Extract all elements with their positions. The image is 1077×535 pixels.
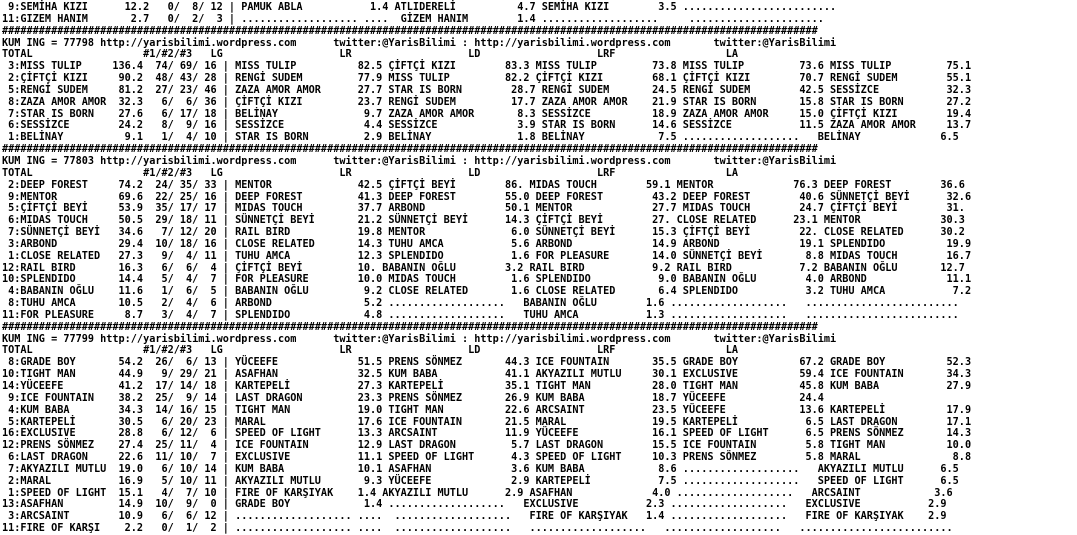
report-line: 1:CLOSE RELATED 27.3 9/ 4/ 11 | TUHU AMCA 12.3 SPLENDIDO 1.6 FOR PLEASURE 14.0 SÜNNETÇİ BEYİ 8.8 MIDAS TOUCH 16.7 — [2, 250, 972, 262]
report-line: 8:GRADE BOY 54.2 26/ 6/ 13 | YÜCEEFE 51.5 PRENS SÖNMEZ 44.3 ICE FOUNTAIN 35.5 GRADE BOY 67.2 GRADE BOY 52.3 — [2, 357, 972, 369]
report-line: 7:AKYAZILI MUTLU 19.0 6/ 10/ 14 | KUM BABA 10.1 ASAFHAN 3.6 KUM BABA 8.6 ................... AKYAZILI MUTLU 6.5 — [2, 463, 959, 475]
separator-line: ##################################################################################################################################### — [2, 144, 818, 156]
separator-line: ##################################################################################################################################### — [2, 321, 818, 333]
report-line: 2:DEEP FOREST 74.2 24/ 35/ 33 | MENTOR 42.5 ÇİFTÇİ BEYİ 86. MIDAS TOUCH 59.1 MENTOR 76.3 DEEP FOREST 36.6 — [2, 179, 965, 191]
report-line: TOTAL #1/#2/#3 LG LR LD LRF LA — [2, 167, 739, 179]
report-line: 2:MARAL 16.9 5/ 10/ 11 | AKYAZILI MUTLU 9.3 YÜCEEFE 2.9 KARTEPELİ 7.5 ................... SPEED OF LIGHT 6.5 — [2, 475, 959, 487]
report-line: 6:LAST DRAGON 22.6 11/ 10/ 7 | EXCLUSIVE 11.1 SPEED OF LIGHT 4.3 SPEED OF LIGHT 10.3 PRENS SÖNMEZ 5.8 MARAL 8.8 — [2, 452, 972, 464]
report-line: 10:TIGHT MAN 44.9 9/ 29/ 21 | ASAFHAN 32.5 KUM BABA 41.1 AKYAZILI MUTLU 30.1 EXCLUSIVE 59.4 ICE FOUNTAIN 34.3 — [2, 369, 972, 381]
report-line: KUM ING = 77803 http://yarisbilimi.wordpress.com twitter:@YarisBilimi : http://yarisbilimi.wordpress.com twitter:@YarisBilimi — [2, 155, 837, 167]
report-line: 5:RENGİ SUDEM 81.2 27/ 23/ 46 | ZAZA AMOR AMOR 27.7 STAR IS BORN 28.7 RENGİ SUDEM 24.5 RENGİ SUDEM 42.5 SESSİZCE 32.3 — [2, 84, 972, 96]
report-line: 1:SPEED OF LIGHT 15.1 4/ 7/ 10 | FIRE OF KARŞIYAK 1.4 AKYAZILI MUTLU 2.9 ASAFHAN 4.0 ................... ARCSAINT 3.6 — [2, 487, 953, 499]
report-line: 10:SPLENDIDO 14.4 5/ 4/ 7 | FOR PLEASURE 10.0 MIDAS TOUCH 1.6 SPLENDIDO 9.0 BABANIN OĞLU 4.0 ARBOND 11.1 — [2, 274, 972, 286]
report-line: TOTAL #1/#2/#3 LG LR LD LRF LA — [2, 49, 739, 61]
report-line: 3:ARCSAINT 10.9 6/ 6/ 12 | ................... .... ................... FIRE OF KARŞIYAK 1.4 ................... FIRE OF KARŞIYAK 2.9 — [2, 511, 947, 523]
report-line: 9:ICE FOUNTAIN 38.2 25/ 9/ 14 | LAST DRAGON 23.3 PRENS SÖNMEZ 26.9 KUM BABA 18.7 YÜCEEFE 24.4 — [2, 392, 824, 404]
report-line: 8:TUHU AMCA 10.5 2/ 4/ 6 | ARBOND 5.2 ................... BABANIN OĞLU 1.6 ................... ......................... — [2, 298, 959, 310]
report-line: 5:KARTEPELİ 30.5 6/ 20/ 23 | MARAL 17.6 ICE FOUNTAIN 21.5 MARAL 19.5 KARTEPELİ 6.5 LAST DRAGON 17.1 — [2, 416, 972, 428]
report-line: 2:ÇİFTÇİ KIZI 90.2 48/ 43/ 28 | RENGİ SUDEM 77.9 MISS TULIP 82.2 ÇİFTÇİ KIZI 68.1 ÇİFTÇİ KIZI 70.7 RENGİ SUDEM 55.1 — [2, 73, 972, 85]
report-line: 9:MENTOR 69.6 22/ 25/ 16 | DEEP FOREST 41.3 DEEP FOREST 55.0 DEEP FOREST 43.2 DEEP FOREST 40.6 SÜNNETÇİ BEYİ 32.6 — [2, 191, 972, 203]
report-line: 11:FIRE OF KARŞI 2.2 0/ 1/ 2 | ................... .... ................... ................... ................... ......................... — [2, 523, 953, 535]
report-line: 4:BABANIN OĞLU 11.6 1/ 6/ 5 | BABANIN OĞLU 9.2 CLOSE RELATED 1.6 CLOSE RELATED 6.4 SPLENDIDO 3.2 TUHU AMCA 7.2 — [2, 286, 972, 298]
report-line: 7:SÜNNETÇİ BEYİ 34.6 7/ 12/ 20 | RAIL BIRD 19.8 MENTOR 6.0 SÜNNETÇİ BEYİ 15.3 ÇİFTÇİ BEYİ 22. CLOSE RELATED 30.2 — [2, 227, 965, 239]
report-line: 4:KUM BABA 34.3 14/ 16/ 15 | TIGHT MAN 19.0 TIGHT MAN 22.6 ARCSAINT 23.5 YÜCEEFE 13.6 KARTEPELİ 17.9 — [2, 404, 972, 416]
report-line: 6:MIDAS TOUCH 50.5 29/ 18/ 11 | SÜNNETÇİ BEYİ 21.2 SÜNNETÇİ BEYİ 14.3 ÇİFTÇİ BEYİ 27. CLOSE RELATED 23.1 MENTOR 30.3 — [2, 215, 965, 227]
report-line: 12:RAIL BIRD 16.3 6/ 6/ 4 | ÇİFTÇİ BEYİ 10. BABANIN OĞLU 3.2 RAIL BIRD 9.2 RAIL BIRD 7.2 BABANIN OĞLU 12.7 — [2, 262, 965, 274]
report-line: 11:FOR PLEASURE 8.7 3/ 4/ 7 | SPLENDIDO 4.8 ................... TUHU AMCA 1.3 ................... ......................... — [2, 309, 959, 321]
report-line: 3:MISS TULIP 136.4 74/ 69/ 16 | MISS TULIP 82.5 ÇİFTÇİ KIZI 83.3 MISS TULIP 73.8 MISS TULIP 73.6 MISS TULIP 75.1 — [2, 61, 972, 73]
report-line: 12:PRENS SÖNMEZ 27.4 25/ 11/ 4 | ICE FOUNTAIN 12.9 LAST DRAGON 5.7 LAST DRAGON 15.5 ICE FOUNTAIN 5.8 TIGHT MAN 10.0 — [2, 440, 972, 452]
report-line: 16:EXCLUSIVE 28.8 6/ 12/ 6 | SPEED OF LIGHT 13.3 ARCSAINT 11.9 YÜCEEFE 16.1 SPEED OF LIGHT 6.5 PRENS SÖNMEZ 14.3 — [2, 428, 972, 440]
report-line: 13:ASAFHAN 14.9 10/ 9/ 0 | GRADE BOY 1.4 ................... EXCLUSIVE 2.3 ................... EXCLUSIVE 2.9 — [2, 499, 947, 511]
report-line: TOTAL #1/#2/#3 LG LR LD LRF LA — [2, 345, 739, 357]
report-line: 7:STAR IS BORN 27.6 6/ 17/ 18 | BELİNAY 9.7 ZAZA AMOR AMOR 8.3 SESSİZCE 18.9 ZAZA AMOR AMOR 15.0 ÇİFTÇİ KIZI 19.4 — [2, 108, 972, 120]
report-line: 1:BELİNAY 9.1 1/ 4/ 10 | STAR IS BORN 2.9 BELİNAY 1.8 BELİNAY 7.5 ................... BELİNAY 6.5 — [2, 132, 959, 144]
report-line: 14:YÜCEEFE 41.2 17/ 14/ 18 | KARTEPELİ 27.3 KARTEPELİ 35.1 TIGHT MAN 28.0 TIGHT MAN 45.8 KUM BABA 27.9 — [2, 381, 972, 392]
report-line: 11:GIZEM HANIM 2.7 0/ 2/ 3 | ................... .... GİZEM HANIM 1.4 ................... ...................... — [2, 13, 824, 25]
report-line: KUM ING = 77798 http://yarisbilimi.wordpress.com twitter:@YarisBilimi : http://yarisbilimi.wordpress.com twitter:@YarisBilimi — [2, 37, 837, 49]
report-line: 3:ARBOND 29.4 10/ 18/ 16 | CLOSE RELATED 14.3 TUHU AMCA 5.6 ARBOND 14.9 ARBOND 19.1 SPLENDIDO 19.9 — [2, 238, 972, 250]
report-line: 5:ÇİFTÇİ BEYİ 53.9 35/ 17/ 17 | MIDAS TOUCH 37.7 ARBOND 50.1 MENTOR 27.7 MIDAS TOUCH 24.7 ÇİFTÇİ BEYİ 31. — [2, 203, 965, 215]
separator-line: ##################################################################################################################################### — [2, 25, 818, 37]
report-line: 8:ZAZA AMOR AMOR 32.3 6/ 6/ 36 | ÇİFTÇİ KIZI 23.7 RENGİ SUDEM 17.7 ZAZA AMOR AMOR 21.9 STAR IS BORN 15.8 STAR IS BORN 27.2 — [2, 96, 972, 108]
report-line: KUM ING = 77799 http://yarisbilimi.wordpress.com twitter:@YarisBilimi : http://yarisbilimi.wordpress.com twitter:@YarisBilimi — [2, 333, 837, 345]
report-line: 6:SESSİZCE 24.2 8/ 9/ 16 | SESSİZCE 4.4 SESSİZCE 3.9 STAR IS BORN 14.6 SESSİZCE 11.5 ZAZA AMOR AMOR 13.7 — [2, 120, 972, 132]
report-line: 9:SEMİHA KIZI 12.2 0/ 8/ 12 | PAMUK ABLA 1.4 ATLIDERELİ 4.7 SEMİHA KIZI 3.5 ......................... — [2, 2, 837, 13]
